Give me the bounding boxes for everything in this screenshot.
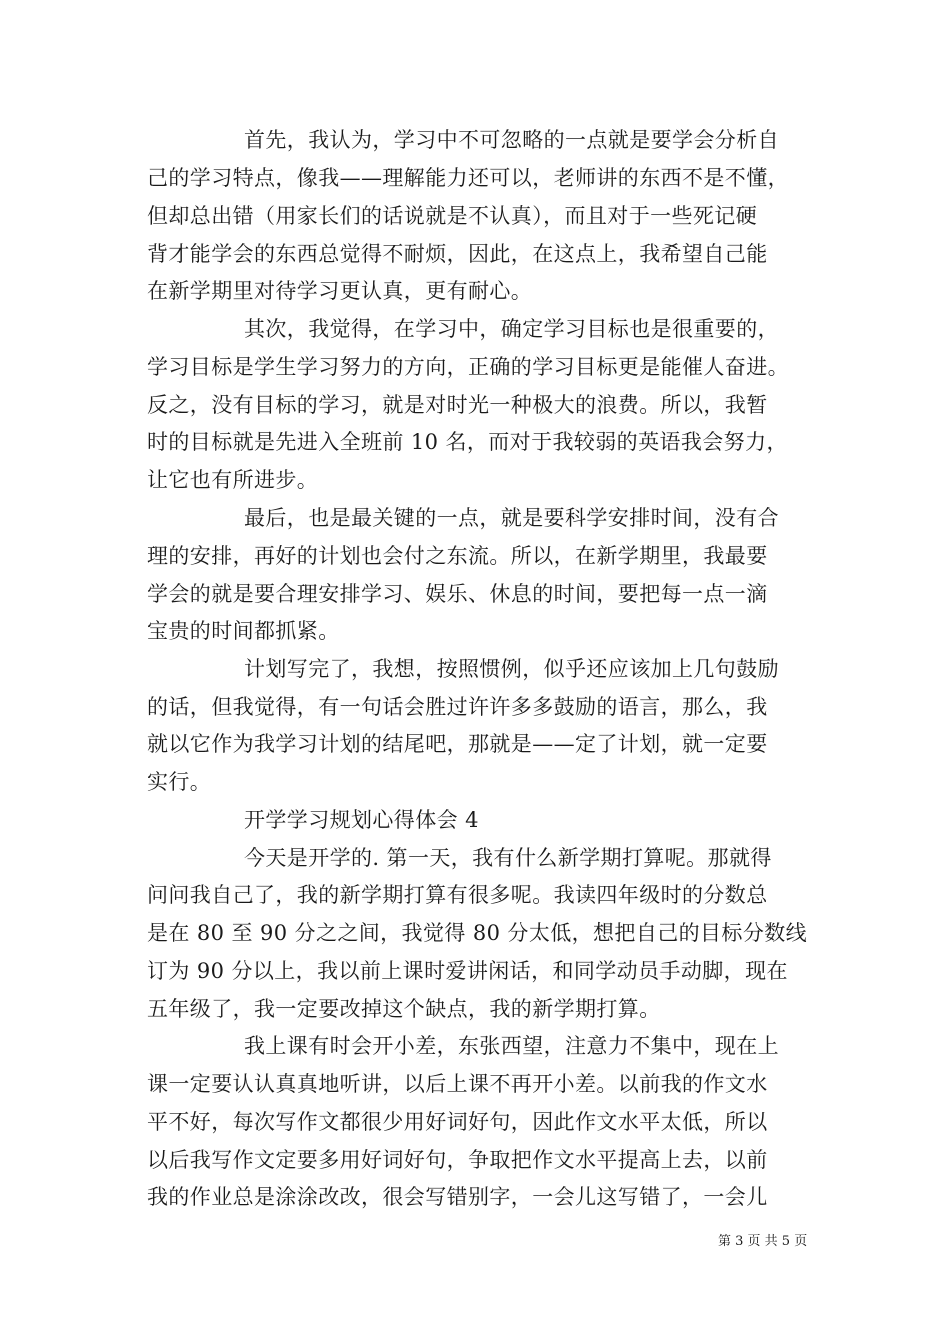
paragraph-line: 最后，也是最关键的一点，就是要科学安排时间，没有合 [244,506,779,530]
paragraph-line: 在新学期里对待学习更认真，更有耐心。 [147,279,533,303]
section-heading: 开学学习规划心得体会 4 [244,808,479,832]
paragraph-line: 让它也有所进步。 [147,468,319,492]
paragraph-line: 背才能学会的东西总觉得不耐烦，因此，在这点上，我希望自己能 [147,242,768,266]
paragraph-line: 但却总出错（用家长们的话说就是不认真），而且对于一些死记硬 [147,204,758,228]
paragraph-line: 今天是开学的. 第一天，我有什么新学期打算呢。那就得 [244,846,772,870]
paragraph-line: 课一定要认认真真地听讲，以后上课不再开小差。以前我的作文水 [147,1072,768,1096]
paragraph-line: 我上课有时会开小差，东张西望，注意力不集中，现在上 [244,1034,779,1058]
paragraph-line: 首先，我认为，学习中不可忽略的一点就是要学会分析自 [244,128,779,152]
paragraph-line: 订为 90 分以上，我以前上课时爱讲闲话，和同学动员手动脚，现在 [147,959,788,983]
paragraph-line: 平不好，每次写作文都很少用好词好句，因此作文水平太低，所以 [147,1110,768,1134]
page-number: 第 3 页 共 5 页 [718,1234,808,1249]
paragraph-line: 其次，我觉得，在学习中，确定学习目标也是很重要的， [244,317,779,341]
paragraph-line: 问问我自己了，我的新学期打算有很多呢。我读四年级时的分数总 [147,883,768,907]
paragraph-line: 反之，没有目标的学习，就是对时光一种极大的浪费。所以，我暂 [147,393,768,417]
paragraph-line: 就以它作为我学习计划的结尾吧，那就是——定了计划，就一定要 [147,732,768,756]
paragraph-line: 宝贵的时间都抓紧。 [147,619,340,643]
paragraph-line: 理的安排，再好的计划也会付之东流。所以，在新学期里，我最要 [147,544,768,568]
paragraph-line: 己的学习特点，像我——理解能力还可以，老师讲的东西不是不懂， [147,166,789,190]
paragraph-line: 时的目标就是先进入全班前 10 名，而对于我较弱的英语我会努力， [147,430,788,454]
paragraph-line: 实行。 [147,770,212,794]
paragraph-line: 以后我写作文定要多用好词好句，争取把作文水平提高上去，以前 [147,1148,768,1172]
paragraph-line: 学会的就是要合理安排学习、娱乐、休息的时间，要把每一点一滴 [147,582,768,606]
paragraph-line: 五年级了，我一定要改掉这个缺点，我的新学期打算。 [147,997,661,1021]
paragraph-line: 我的作业总是涂涂改改，很会写错别字，一会儿这写错了，一会儿 [147,1185,768,1209]
paragraph-line: 的话，但我觉得，有一句话会胜过许许多多鼓励的语言，那么，我 [147,695,768,719]
paragraph-line: 是在 80 至 90 分之之间，我觉得 80 分太低，想把自己的目标分数线 [147,921,808,945]
paragraph-line: 学习目标是学生学习努力的方向，正确的学习目标更是能催人奋进。 [147,355,789,379]
paragraph-line: 计划写完了，我想，按照惯例，似乎还应该加上几句鼓励 [244,657,779,681]
